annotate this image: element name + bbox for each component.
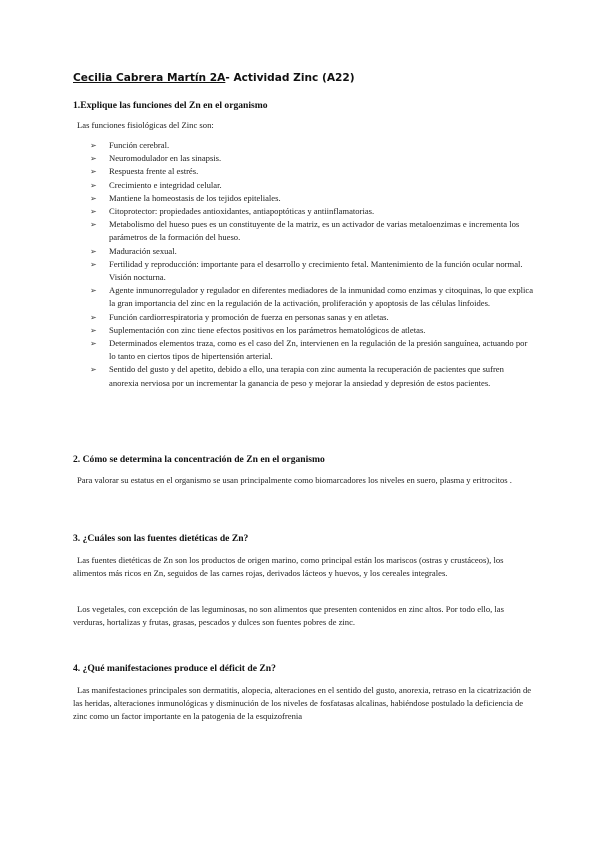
list-item: ➢ Citoprotector: propiedades antioxidantes, antiapoptóticas y antiinflamatorias. <box>90 205 535 218</box>
section-3-paragraph-2: Los vegetales, con excepción de las leguminosas, no son alimentos que presenten contenidos en zinc altos. Por todo ello, las verduras, hortalizas y frutas, grasas, pescados y dulces son fuentes pobres de zinc. <box>73 604 504 627</box>
list-item: ➢ Mantiene la homeostasis de los tejidos epiteliales. <box>90 192 535 205</box>
list-item: ➢ Sentido del gusto y del apetito, debido a ello, una terapia con zinc aumenta la recuperación de pacientes que sufren anorexia nerviosa por un incrementar la ganancia de peso y mejorar la ansiedad y depresión de estos pacientes. <box>90 364 504 388</box>
arrow-bullet-icon: ➢ <box>90 167 97 177</box>
list-item: ➢ Respuesta frente al estrés. <box>90 165 535 178</box>
section-4-paragraph: Las manifestaciones principales son dermatitis, alopecia, alteraciones en el sentido del gusto, anorexia, retraso en la cicatrización de las heridas, alteraciones inmunológicas y disminución de los niveles de fosfatasas alcalinas, habiéndose postulado la deficiencia de zinc como un factor importante en la patogenia de la esquizofrenia <box>73 685 532 721</box>
arrow-bullet-icon: ➢ <box>90 312 97 322</box>
arrow-bullet-icon: ➢ <box>90 154 97 164</box>
list-item: ➢ Función cardiorrespiratoria y promoción de fuerza en personas sanas y en atletas. <box>90 311 535 324</box>
arrow-bullet-icon: ➢ <box>90 141 97 150</box>
section-3-paragraph-1: Las fuentes dietéticas de Zn son los productos de origen marino, como principal están los mariscos (ostras y crustáceos), los alimentos más ricos en Zn, seguidos de las carnes rojas, derivados lácteos y huevos, y los cereales integrales. <box>73 555 504 578</box>
list-item: ➢ Crecimiento e integridad celular. <box>90 179 535 192</box>
arrow-bullet-icon: ➢ <box>90 220 97 230</box>
arrow-bullet-icon: ➢ <box>90 193 97 203</box>
list-item: ➢ Neuromodulador en las sinapsis. <box>90 152 535 165</box>
arrow-bullet-icon: ➢ <box>90 180 97 190</box>
list-item: ➢ Función cerebral. <box>90 139 535 152</box>
list-item: ➢ Agente inmunorregulador y regulador en diferentes mediadores de la inmunidad como enzimas y citoquinas, lo que explica la gran importancia del zinc en la regulación de la activación, proliferación y apoptosis de las células linfoides. <box>90 285 534 309</box>
arrow-bullet-icon: ➢ <box>90 365 97 375</box>
section-1-heading: 1.Explique las funciones del Zn en el organismo <box>73 100 268 111</box>
list-item: ➢ Maduración sexual. <box>90 245 535 258</box>
activity-title: - Actividad Zinc (A22) <box>225 72 355 84</box>
arrow-bullet-icon: ➢ <box>90 325 97 335</box>
section-3-heading: 3. ¿Cuáles son las fuentes dietéticas de Zn? <box>73 533 249 544</box>
list-item: ➢ Metabolismo del hueso pues es un constituyente de la matriz, es un activador de varias metaloenzimas e incrementa los parámetros de la formación del hueso. <box>90 219 520 243</box>
author-name: Cecilia Cabrera Martín 2A <box>73 72 226 84</box>
list-item: ➢ Determinados elementos traza, como es el caso del Zn, intervienen en la regulación de la presión sanguínea, actuando por lo tanto en ciertos tipos de hipertensión arterial. <box>90 338 528 362</box>
arrow-bullet-icon: ➢ <box>90 339 97 349</box>
arrow-bullet-icon: ➢ <box>90 286 97 296</box>
document-title <box>73 72 355 84</box>
arrow-bullet-icon: ➢ <box>90 207 97 217</box>
section-2-heading: 2. Cómo se determina la concentración de Zn en el organismo <box>73 454 325 465</box>
arrow-bullet-icon: ➢ <box>90 259 97 269</box>
section-4-heading: 4. ¿Qué manifestaciones produce el déficit de Zn? <box>73 663 276 674</box>
section-2-paragraph: Para valorar su estatus en el organismo se usan principalmente como biomarcadores los niveles en suero, plasma y eritrocitos . <box>77 475 512 485</box>
section-1-intro: Las funciones fisiológicas del Zinc son: <box>77 120 214 130</box>
functions-list <box>90 139 535 390</box>
arrow-bullet-icon: ➢ <box>90 246 97 256</box>
list-item: ➢ Fertilidad y reproducción: importante para el desarrollo y crecimiento fetal. Mantenimiento de la función ocular normal. Visión nocturna. <box>90 258 523 283</box>
list-item: ➢ Suplementación con zinc tiene efectos positivos en los parámetros hematológicos de atletas. <box>90 324 535 337</box>
